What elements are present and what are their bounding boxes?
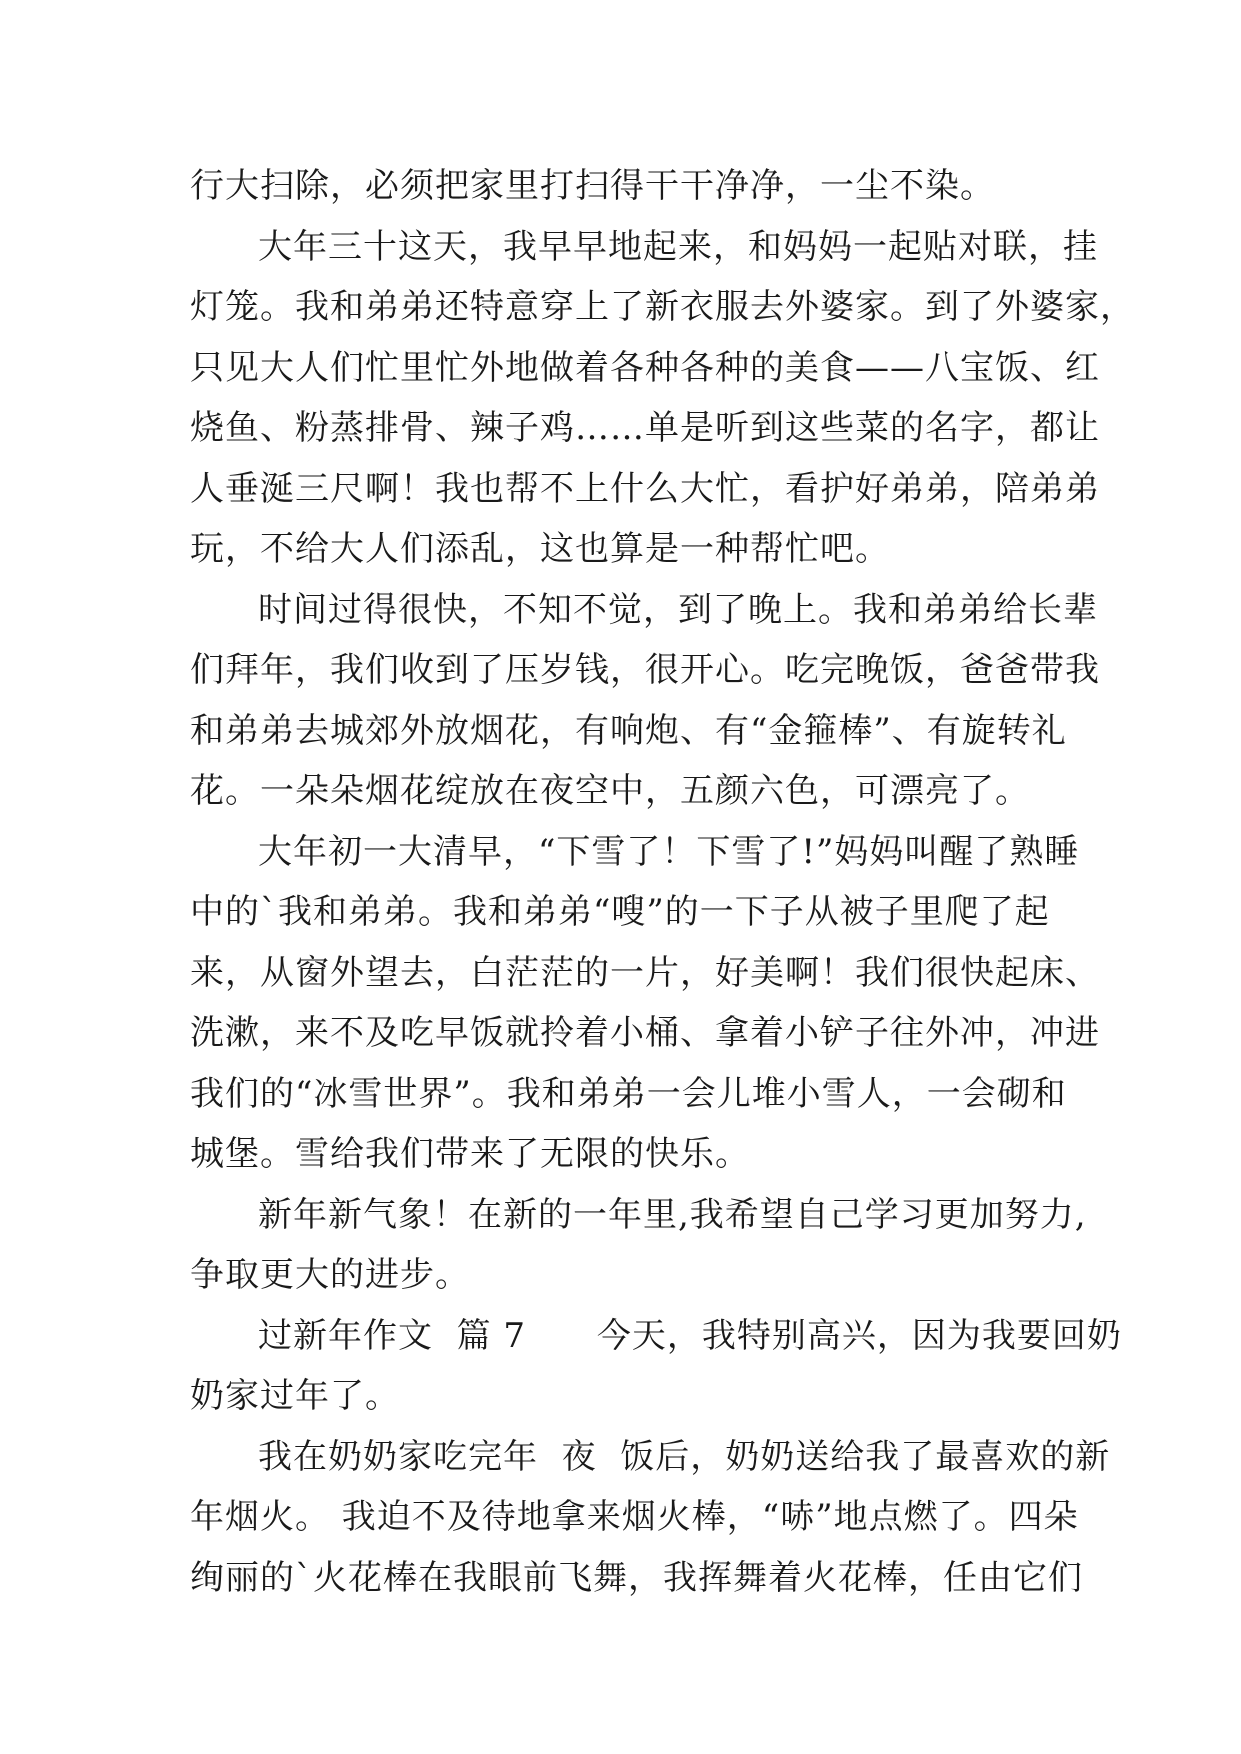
text-line: 绚丽的`火花棒在我眼前飞舞，我挥舞着火花棒，任由它们 — [190, 1557, 1083, 1598]
text-line: 时间过得很快，不知不觉，到了晚上。我和弟弟给长辈 — [258, 589, 1098, 630]
text-line: 行大扫除，必须把家里打扫得干干净净，一尘不染。 — [190, 166, 995, 206]
text-line: 中的`我和弟弟。我和弟弟“嗖”的一下子从被子里爬了起 — [190, 892, 1050, 932]
text-line: 大年三十这天，我早早地起来，和妈妈一起贴对联，挂 — [258, 226, 1098, 267]
text-line: 烧鱼、粉蒸排骨、辣子鸡……单是听到这些菜的名字，都让 — [190, 408, 1100, 448]
text-line: 新年新气象！在新的一年里,我希望自己学习更加努力, — [258, 1194, 1087, 1235]
text-line: 和弟弟去城郊外放烟花，有响炮、有“金箍棒”、有旋转礼 — [190, 710, 1067, 751]
text-line: 过新年作文 篇 7 今天，我特别高兴，因为我要回奶 — [258, 1315, 1122, 1356]
text-line: 人垂涎三尺啊！我也帮不上什么大忙，看护好弟弟，陪弟弟 — [190, 468, 1100, 509]
text-line: 城堡。雪给我们带来了无限的快乐。 — [190, 1134, 750, 1174]
text-line: 玩，不给大人们添乱，这也算是一种帮忙吧。 — [190, 529, 890, 569]
text-line: 年烟火。 我迫不及待地拿来烟火棒，“哧”地点燃了。四朵 — [190, 1497, 1079, 1537]
text-line: 我在奶奶家吃完年 夜 饭后，奶奶送给我了最喜欢的新 — [258, 1436, 1111, 1477]
text-line: 们拜年，我们收到了压岁钱，很开心。吃完晚饭，爸爸带我 — [190, 650, 1100, 690]
text-line: 大年初一大清早，“下雪了！下雪了!”妈妈叫醒了熟睡 — [258, 831, 1080, 872]
text-line: 奶家过年了。 — [190, 1376, 400, 1416]
text-line: 花。一朵朵烟花绽放在夜空中，五颜六色，可漂亮了。 — [190, 771, 1030, 811]
text-line: 争取更大的进步。 — [190, 1255, 470, 1295]
text-line: 来，从窗外望去，白茫茫的一片，好美啊！我们很快起床、 — [190, 952, 1100, 993]
text-line: 我们的“冰雪世界”。我和弟弟一会儿堆小雪人，一会砌和 — [190, 1073, 1067, 1114]
text-line: 只见大人们忙里忙外地做着各种各种的美食——八宝饭、红 — [190, 347, 1100, 388]
body-text — [190, 156, 1135, 1608]
text-line: 洗漱，来不及吃早饭就拎着小桶、拿着小铲子往外冲，冲进 — [190, 1013, 1100, 1053]
text-line: 灯笼。我和弟弟还特意穿上了新衣服去外婆家。到了外婆家， — [190, 287, 1135, 327]
